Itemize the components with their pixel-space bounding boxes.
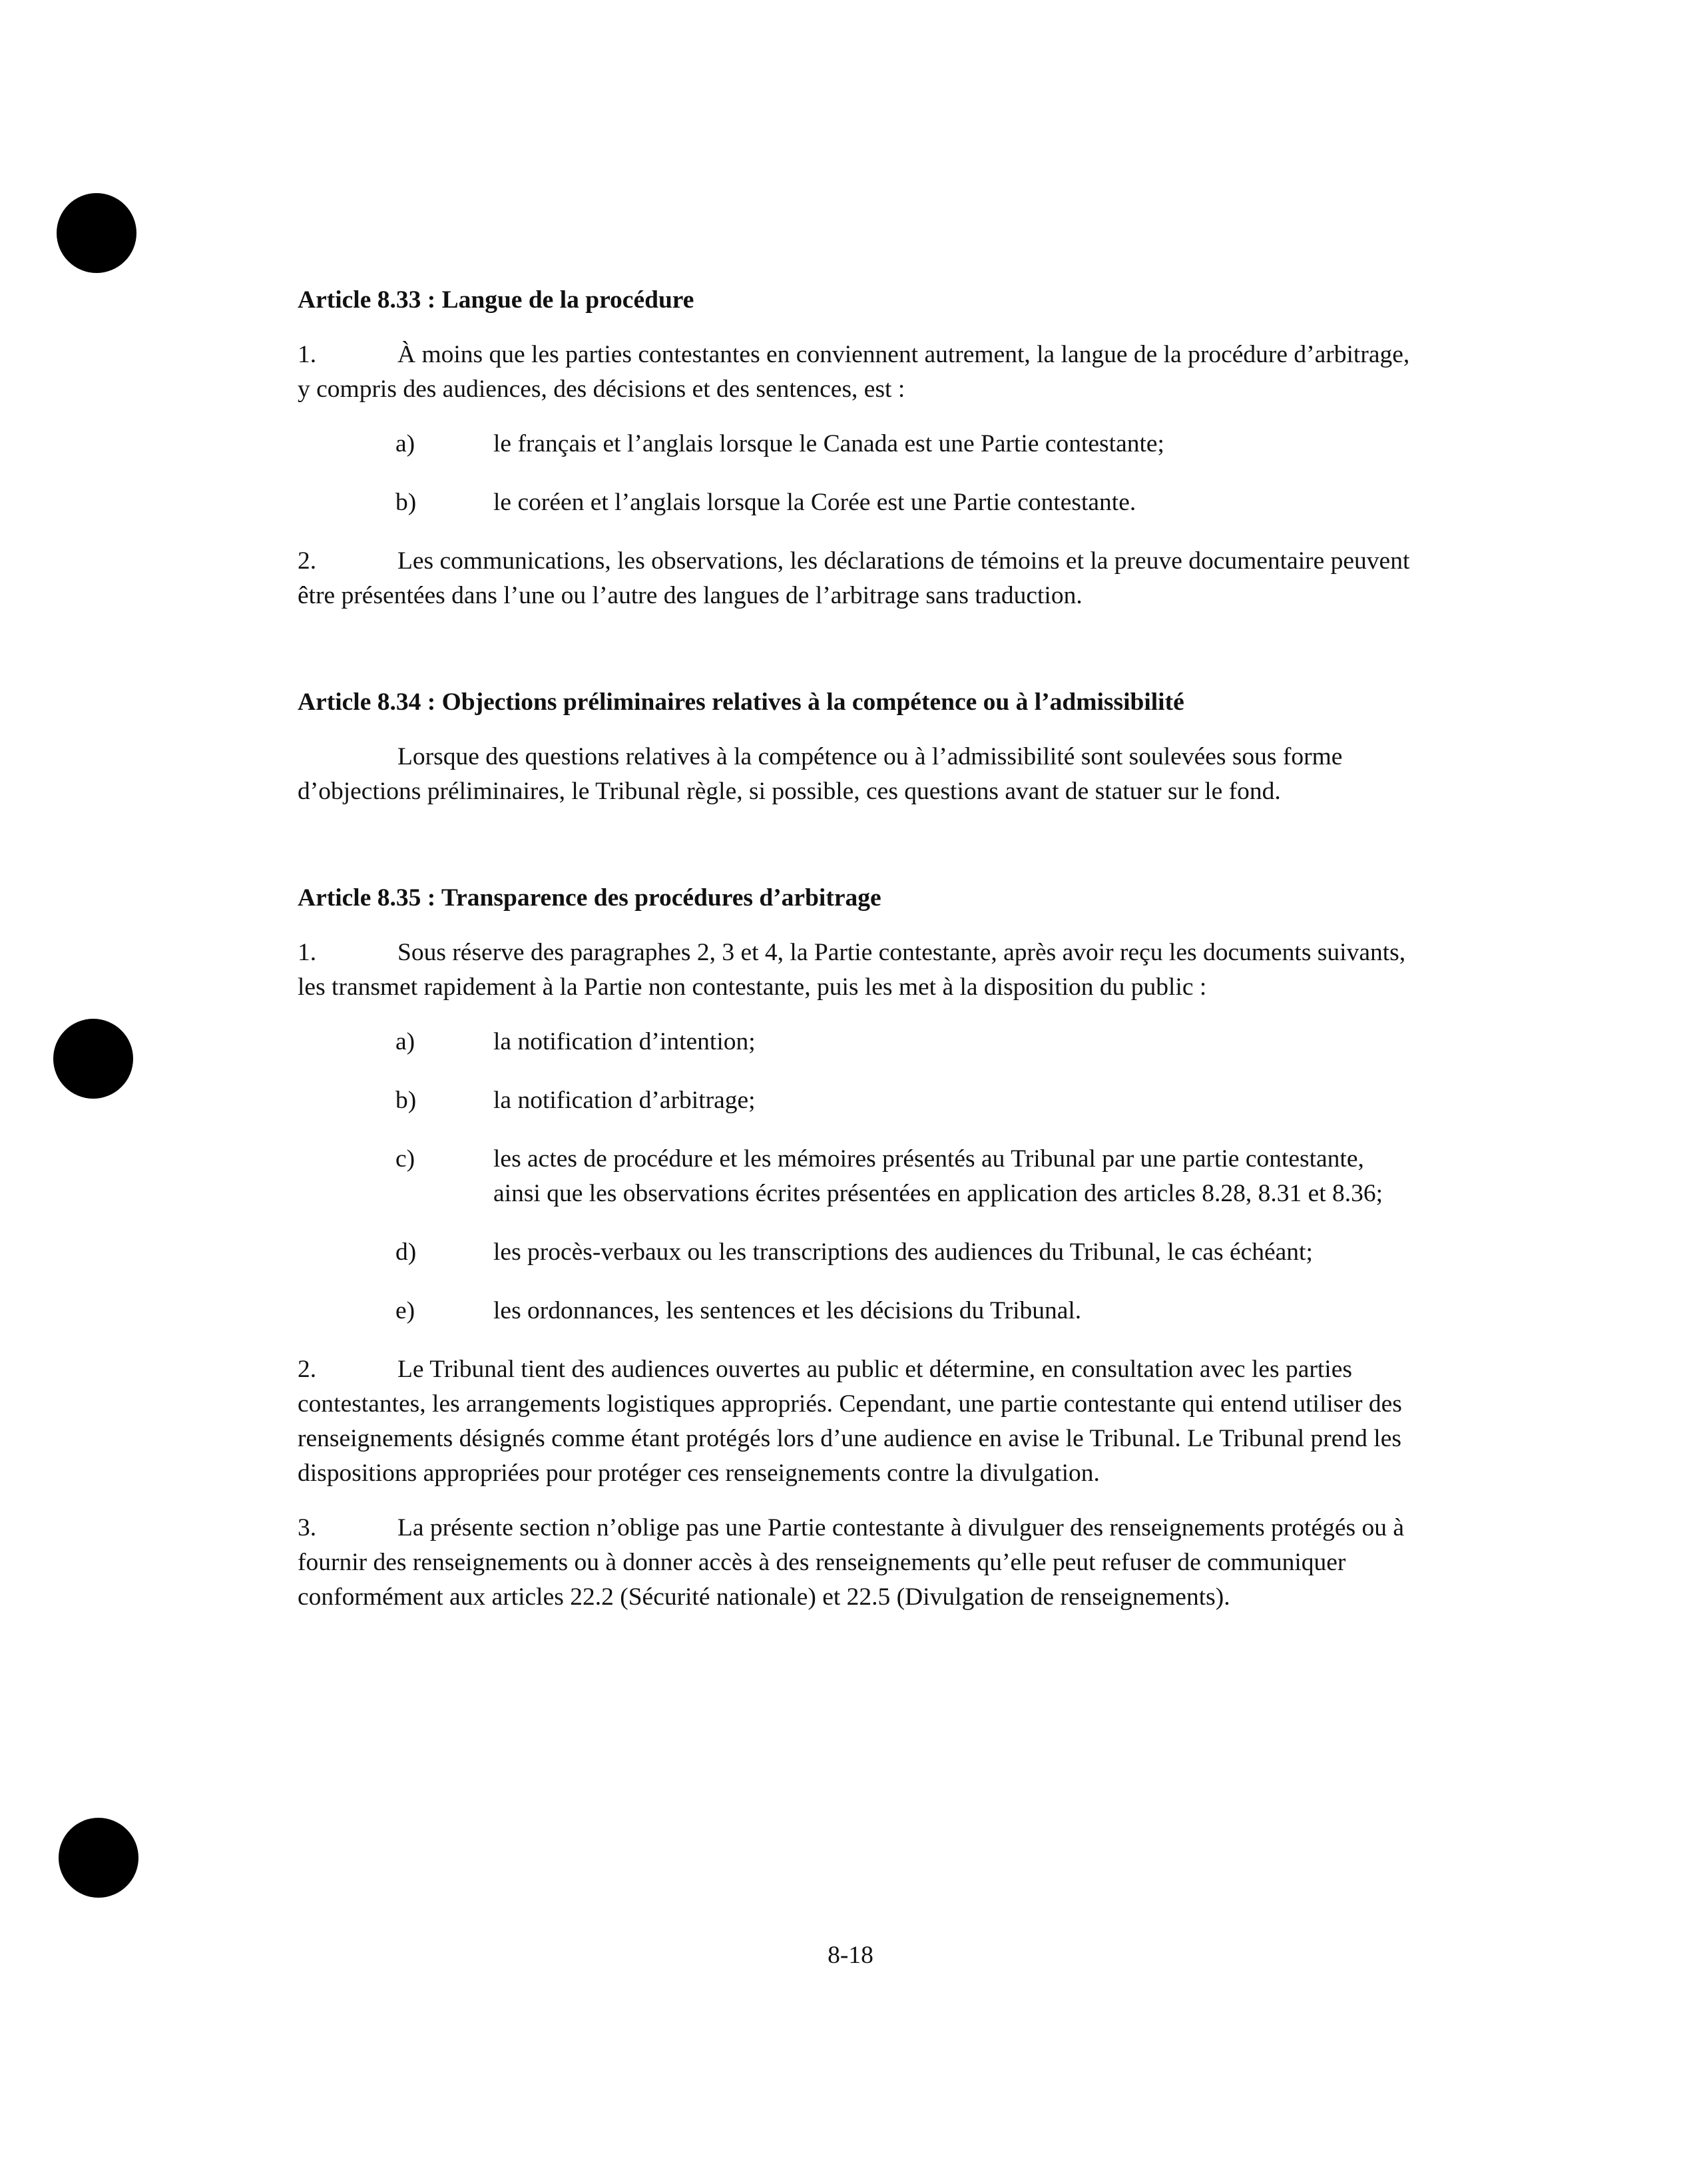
paragraph	[298, 936, 1416, 1005]
paragraph	[298, 1511, 1416, 1615]
paragraph-number: 2.	[298, 1356, 317, 1383]
list-item	[298, 1142, 1416, 1211]
list-item	[298, 1235, 1416, 1270]
list-item-label: d)	[395, 1238, 417, 1266]
paragraph-text: Sous réserve des paragraphes 2, 3 et 4, la Partie contestante, après avoir reçu les documents suivants, les transmet rapidement à la Partie non contestante, puis les met à la disposition du public :	[298, 939, 1406, 1001]
paragraph-number: 1.	[298, 341, 317, 368]
list-item-text: le français et l’anglais lorsque le Canada est une Partie contestante;	[493, 430, 1164, 457]
list-item	[298, 1025, 1416, 1059]
list-item-text: les actes de procédure et les mémoires présentés au Tribunal par une partie contestante, ainsi que les observations écrites présentées en application des articles 8.28, 8.31 et 8.36;	[493, 1145, 1383, 1207]
list-item-text: les ordonnances, les sentences et les décisions du Tribunal.	[493, 1297, 1082, 1324]
punch-hole-top	[57, 193, 136, 273]
list-item-text: le coréen et l’anglais lorsque la Corée est une Partie contestante.	[493, 489, 1136, 516]
paragraph	[298, 544, 1416, 613]
list-item-text: la notification d’arbitrage;	[493, 1087, 756, 1114]
list-item	[298, 485, 1416, 520]
paragraph-number: 1.	[298, 939, 317, 966]
paragraph	[298, 1352, 1416, 1491]
article-title: Article 8.34 : Objections préliminaires relatives à la compétence ou à l’admissibilité	[298, 688, 1184, 716]
paragraph	[298, 338, 1416, 407]
paragraph-text: À moins que les parties contestantes en conviennent autrement, la langue de la procédure d’arbitrage, y compris des audiences, des décisions et des sentences, est :	[298, 341, 1410, 403]
article-title: Article 8.35 : Transparence des procédures d’arbitrage	[298, 884, 881, 912]
list-item-text: les procès-verbaux ou les transcriptions des audiences du Tribunal, le cas échéant;	[493, 1238, 1313, 1266]
paragraph-text: Lorsque des questions relatives à la compétence ou à l’admissibilité sont soulevées sous forme d’objections préliminaires, le Tribunal règle, si possible, ces questions avant de statuer sur le fond.	[298, 743, 1343, 805]
list-item-label: c)	[395, 1145, 415, 1173]
paragraph-text: La présente section n’oblige pas une Partie contestante à divulguer des renseignements protégés ou à fournir des renseignements ou à donner accès à des renseignements qu’elle peut refuser de communiquer conformément aux articles 22.2 (Sécurité nationale) et 22.5 (Divulgation de renseignements).	[298, 1514, 1404, 1611]
list-item	[298, 427, 1416, 461]
list-item-label: a)	[395, 430, 415, 457]
list-item-label: b)	[395, 1087, 417, 1114]
page-number: 8-18	[828, 1942, 873, 1969]
paragraph-text: Le Tribunal tient des audiences ouvertes au public et détermine, en consultation avec les parties contestantes, les arrangements logistiques appropriés. Cependant, une partie contestante qui entend utiliser des renseignements désignés comme étant protégés lors d’une audience en avise le Tribunal. Le Tribunal prend les dispositions appropriées pour protéger ces renseignements contre la divulgation.	[298, 1356, 1402, 1487]
list-item-label: a)	[395, 1028, 415, 1055]
list-item	[298, 1294, 1416, 1328]
punch-hole-bottom	[59, 1818, 138, 1898]
document-body	[298, 283, 1416, 1635]
list-item-label: e)	[395, 1297, 415, 1324]
list-item	[298, 1083, 1416, 1118]
list-item-label: b)	[395, 489, 417, 516]
paragraph-number: 2.	[298, 547, 317, 575]
punch-hole-middle	[53, 1019, 133, 1099]
paragraph-number: 3.	[298, 1514, 317, 1541]
article-8-34	[298, 685, 1416, 809]
article-8-35	[298, 881, 1416, 1615]
article-title: Article 8.33 : Langue de la procédure	[298, 286, 694, 314]
list-item-text: la notification d’intention;	[493, 1028, 756, 1055]
paragraph-text: Les communications, les observations, les déclarations de témoins et la preuve documentaire peuvent être présentées dans l’une ou l’autre des langues de l’arbitrage sans traduction.	[298, 547, 1410, 609]
article-8-33	[298, 283, 1416, 613]
